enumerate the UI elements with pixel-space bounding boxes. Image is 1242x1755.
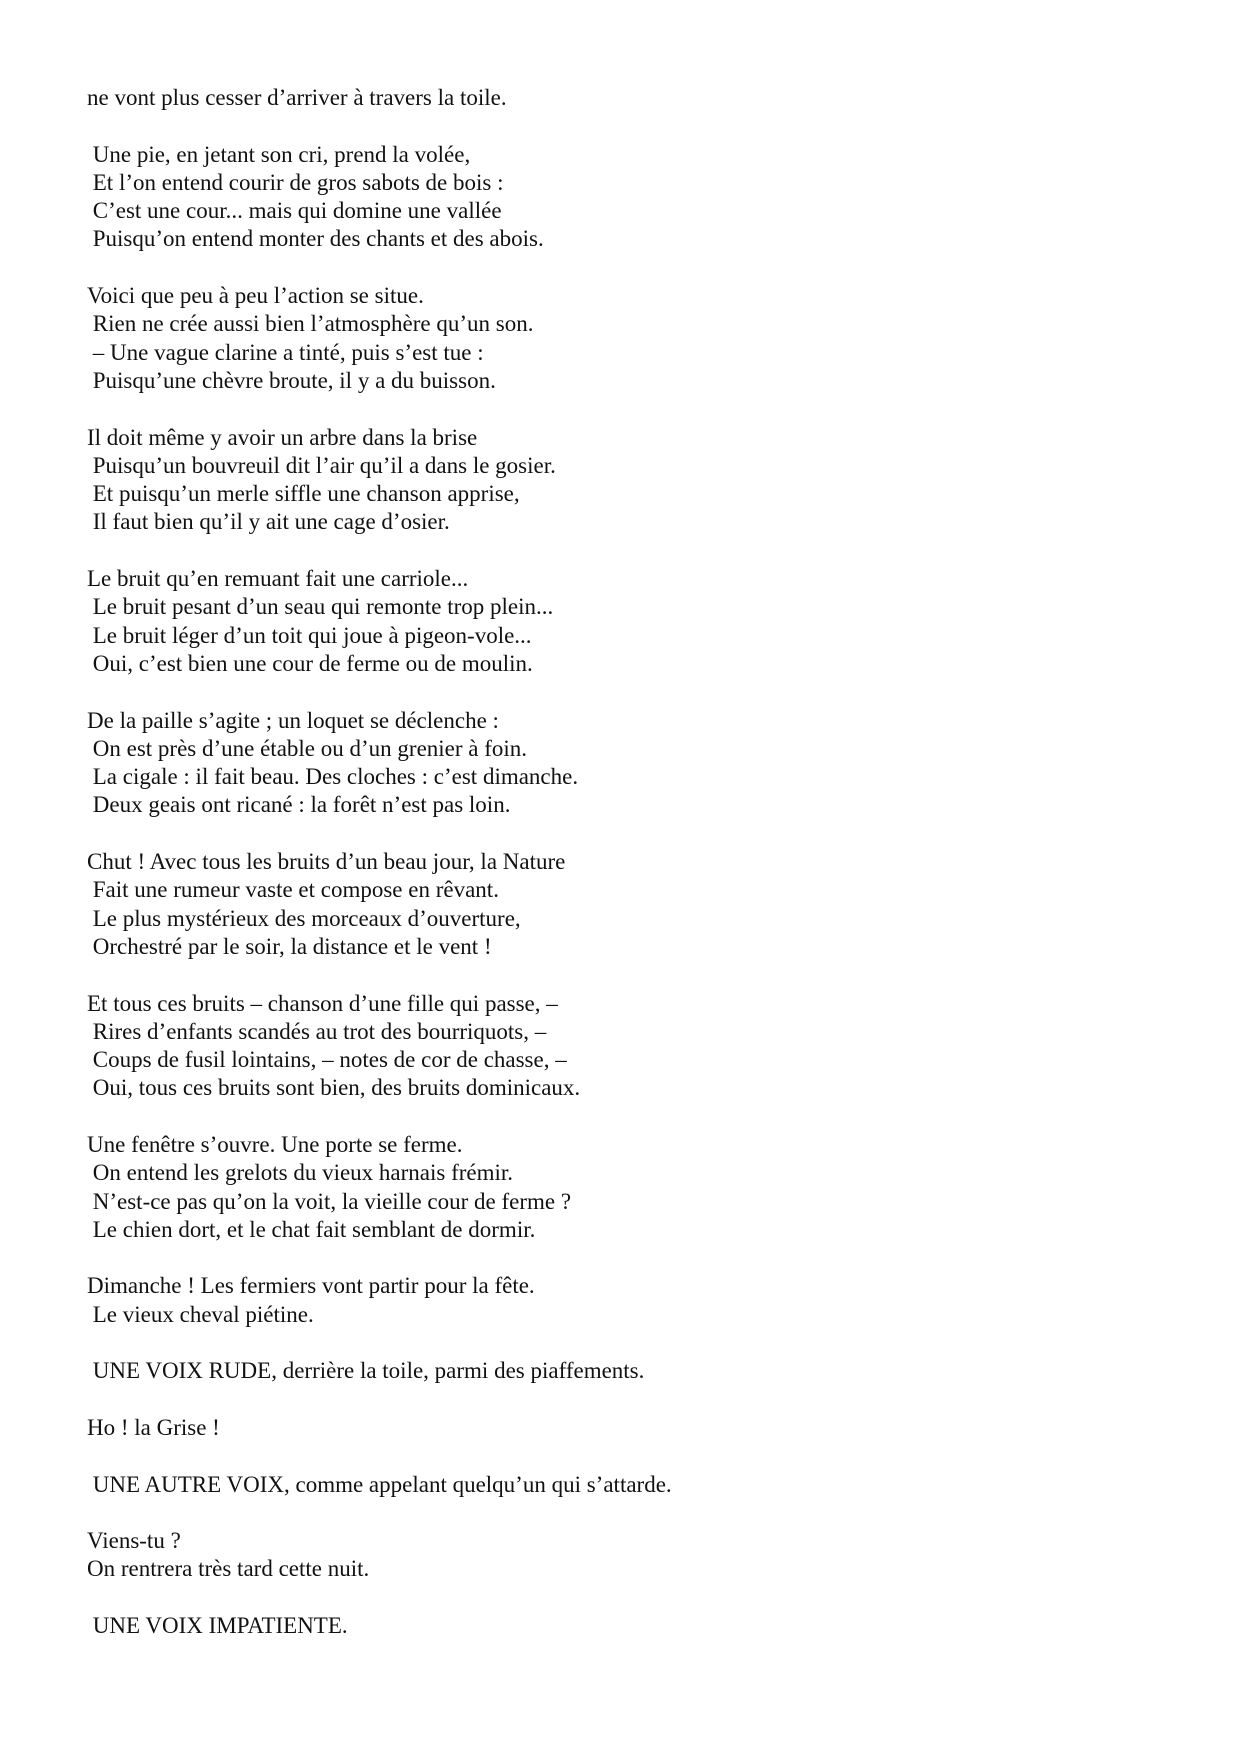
text-line: C’est une cour... mais qui domine une vallée	[87, 198, 502, 224]
stanza	[87, 141, 1187, 254]
stanza	[87, 84, 1187, 112]
text-line: Le chien dort, et le chat fait semblant de dormir.	[87, 1216, 536, 1242]
text-line: UNE VOIX RUDE, derrière la toile, parmi des piaffements.	[87, 1358, 645, 1384]
text-line: Il doit même y avoir un arbre dans la brise	[87, 424, 478, 450]
text-line: Il faut bien qu’il y ait une cage d’osier.	[87, 509, 450, 535]
text-line: Rires d’enfants scandés au trot des bourriquots, –	[87, 1018, 547, 1044]
text-line: Le bruit léger d’un toit qui joue à pigeon-vole...	[87, 622, 532, 648]
stanza-gap	[87, 1386, 1187, 1414]
text-line: On entend les grelots du vieux harnais frémir.	[87, 1160, 514, 1186]
text-line: Chut ! Avec tous les bruits d’un beau jour, la Nature	[87, 849, 566, 875]
text-line: Puisqu’une chèvre broute, il y a du buisson.	[87, 367, 496, 393]
text-line: La cigale : il fait beau. Des cloches : c’est dimanche.	[87, 764, 579, 790]
stanza-gap	[87, 395, 1187, 423]
text-line: ne vont plus cesser d’arriver à travers la toile.	[87, 85, 507, 110]
text-line: Le bruit pesant d’un seau qui remonte trop plein...	[87, 594, 554, 620]
stanza	[87, 1612, 1187, 1640]
text-line: De la paille s’agite ; un loquet se déclenche :	[87, 707, 499, 733]
text-line: Oui, tous ces bruits sont bien, des bruits dominicaux.	[87, 1075, 581, 1101]
text-line: Oui, c’est bien une cour de ferme ou de moulin.	[87, 650, 533, 676]
stanza	[87, 1414, 1187, 1442]
stanza	[87, 424, 1187, 537]
document-text	[87, 84, 1187, 1640]
text-line: Fait une rumeur vaste et compose en rêvant.	[87, 877, 499, 903]
text-line: Puisqu’un bouvreuil dit l’air qu’il a dans le gosier.	[87, 452, 556, 478]
text-line: Viens-tu ?	[87, 1528, 181, 1554]
text-line: Ho ! la Grise !	[87, 1414, 220, 1440]
stanza-gap	[87, 678, 1187, 706]
text-line: Puisqu’on entend monter des chants et des abois.	[87, 226, 544, 252]
text-line: Orchestré par le soir, la distance et le vent !	[87, 933, 492, 959]
stanza-gap	[87, 537, 1187, 565]
text-line: Et puisqu’un merle siffle une chanson apprise,	[87, 481, 520, 507]
stanza	[87, 1131, 1187, 1244]
stanza-gap	[87, 254, 1187, 282]
stanza-gap	[87, 1329, 1187, 1357]
stanza-gap	[87, 1584, 1187, 1612]
text-line: N’est-ce pas qu’on la voit, la vieille cour de ferme ?	[87, 1188, 572, 1214]
stanza	[87, 990, 1187, 1103]
stanza	[87, 1357, 1187, 1385]
text-line: Coups de fusil lointains, – notes de cor de chasse, –	[87, 1047, 567, 1073]
stanza-gap	[87, 1499, 1187, 1527]
text-line: On est près d’une étable ou d’un grenier à foin.	[87, 735, 528, 761]
text-line: Rien ne crée aussi bien l’atmosphère qu’un son.	[87, 311, 534, 337]
text-line: Le plus mystérieux des morceaux d’ouverture,	[87, 905, 521, 931]
text-line: UNE VOIX IMPATIENTE.	[87, 1613, 348, 1639]
stanza-gap	[87, 1442, 1187, 1470]
stanza	[87, 1272, 1187, 1329]
text-line: Et l’on entend courir de gros sabots de bois :	[87, 169, 504, 195]
text-line: Le vieux cheval piétine.	[87, 1301, 314, 1327]
text-line: Une fenêtre s’ouvre. Une porte se ferme.	[87, 1131, 463, 1157]
stanza-gap	[87, 1244, 1187, 1272]
text-line: Une pie, en jetant son cri, prend la volée,	[87, 141, 471, 167]
stanza	[87, 1471, 1187, 1499]
stanza-gap	[87, 820, 1187, 848]
stanza-gap	[87, 1103, 1187, 1131]
text-line: – Une vague clarine a tinté, puis s’est tue :	[87, 339, 484, 365]
text-line: On rentrera très tard cette nuit.	[87, 1556, 370, 1582]
stanza	[87, 282, 1187, 395]
stanza-gap	[87, 112, 1187, 140]
stanza	[87, 707, 1187, 820]
stanza-gap	[87, 961, 1187, 989]
text-line: Le bruit qu’en remuant fait une carriole...	[87, 566, 469, 592]
text-line: Deux geais ont ricané : la forêt n’est pas loin.	[87, 792, 511, 818]
stanza	[87, 565, 1187, 678]
text-line: UNE AUTRE VOIX, comme appelant quelqu’un qui s’attarde.	[87, 1471, 672, 1497]
stanza	[87, 1527, 1187, 1584]
text-line: Dimanche ! Les fermiers vont partir pour la fête.	[87, 1273, 535, 1299]
text-line: Voici que peu à peu l’action se situe.	[87, 283, 424, 309]
text-line: Et tous ces bruits – chanson d’une fille qui passe, –	[87, 990, 558, 1016]
stanza	[87, 848, 1187, 961]
